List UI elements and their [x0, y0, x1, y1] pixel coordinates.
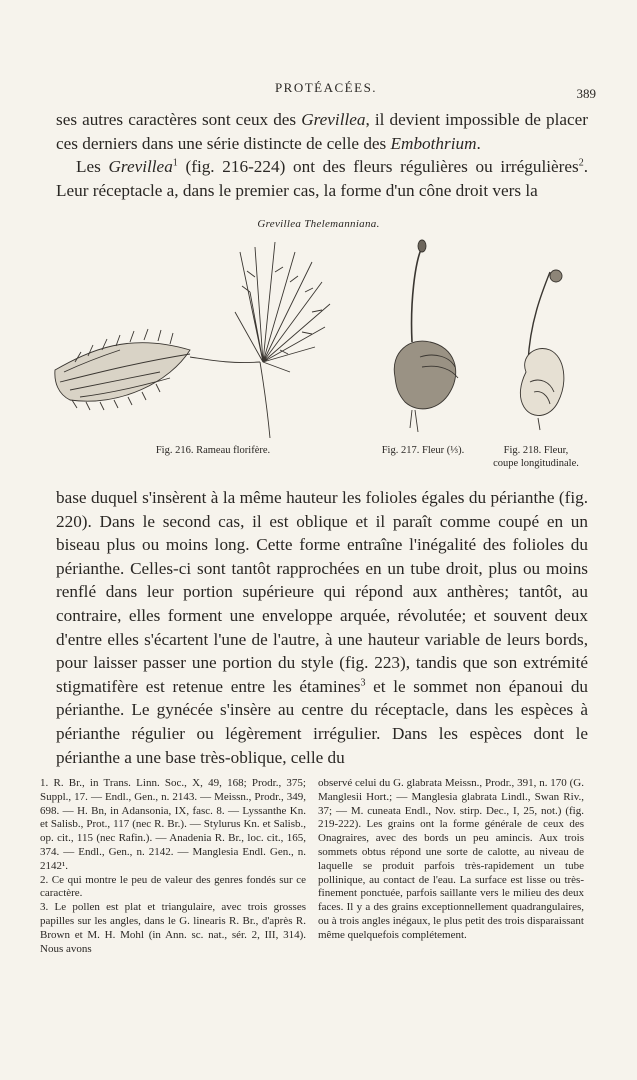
text-span: . Leur réceptacle a, dans le premier cas, la forme d'un cône droit vers la	[56, 157, 588, 200]
taxon-name: Grevillea	[301, 110, 366, 129]
footnote-3-continued: observé celui du G. glabrata Meissn., Prodr., 391, n. 170 (G. Manglesii Hort.; — Manglesia glabrata Lindl., Swan Riv., 37; — M. cuneata Endl., Nov. stirp. Dec., I, 25, not.) (fig. 219-222). Les grains ont la forme générale de ceux des Onagraires, avec des bords un peu amincis. Aux trois sommets obtus répond une sorte de calotte, au niveau de laquelle se produit parfois très-rapidement un tube pollinique, au contact de l'eau. La surface est lisse ou très-finement ponctuée, parfois saillante vers le milieu des deux faces. Il y a des grains exceptionnellement quadrangulaires, ou à trois angles inégaux, le plus petit des trois disparaissant même quelquefois complétement.	[318, 777, 584, 941]
footnote-2: 2. Ce qui montre le peu de valeur des genres fondés sur ce caractère.	[40, 873, 306, 900]
taxon-name: Embothrium	[390, 133, 477, 153]
running-title: PROTÉACÉES.	[274, 80, 378, 95]
figure-illustration	[50, 232, 590, 442]
text-span: et le sommet non épanoui du périanthe. Le gynécée s'insère au centre du réceptacle, dans les espèces à périanthe régulier ou légèrement irrégulier. Dans les espèces dont le périanthe a une base très-oblique, celle du	[56, 676, 589, 767]
footnote-1: 1. R. Br., in Trans. Linn. Soc., X, 49, 168; Prodr., 375; Suppl., 17. — Endl., Gen., n. 2143. — Meissn., Prodr., 349, 698. — H. Bn, in Adansonia, IX, fasc. 8. — Lyssanthe Kn. et Salisb., Prot., 117 (nec R. Br.). — Stylurus Kn. et Salisb., op. cit., 115 (nec Rafin.). — Anadenia R. Br., loc. cit., 165, 374. — Endl., Gen., n. 2142. — Manglesia Endl. Gen., n. 2142¹.	[40, 777, 306, 872]
taxon-name: Grevillea	[108, 157, 173, 177]
footnotes-right-column	[318, 777, 584, 943]
text-span: , il devient impossible de placer ces derniers dans une série distincte de celle des	[56, 110, 588, 153]
body-text-top	[56, 108, 588, 202]
text-span: .	[476, 133, 481, 153]
footnote-3: 3. Le pollen est plat et triangulaire, avec trois grosses papilles sur les angles, dans le G. linearis R. Br., d'après R. Brown et M. H. Mohl (in Ann. sc. nat., sér. 2, III, 314). Nous avons	[40, 901, 306, 955]
botanical-engraving	[50, 232, 590, 442]
page-number: 389	[576, 86, 596, 101]
figure-216-caption: Fig. 216. Rameau florifère.	[155, 445, 271, 456]
flower-section-drawing	[520, 270, 563, 430]
text-span: (fig. 216-224) ont des fleurs régulières ou irrégulières	[177, 157, 579, 177]
figure-title: Grevillea Thelemanniana.	[257, 218, 380, 230]
body-text-main	[56, 486, 588, 769]
footnotes-left-column	[40, 777, 306, 956]
footnote-ref: 2	[578, 157, 584, 169]
figure-218-caption	[486, 444, 586, 470]
running-header	[56, 78, 596, 100]
figure-218-caption-line1: Fig. 218. Fleur,	[503, 445, 569, 456]
footnote-ref: 3	[360, 677, 366, 689]
footnote-ref: 1	[172, 157, 178, 169]
text-span: base duquel s'insèrent à la même hauteur les folioles égales du périanthe (fig. 220). Dans le second cas, il est oblique et il paraît comme coupé en un biseau plus ou moins long. Cette forme entraîne l'inégalité des folioles du périanthe. Celles-ci sont tantôt rapprochées en un tube droit, plus ou moins renflé dans leur portion supérieure qui répond aux anthères; tantôt, au contraire, elles forment une enveloppe arquée, révolutée; et souvent deux d'entre elles s'écartent l'une de l'autre, à une hauteur variable de leurs bords, pour laisser passer une portion du style (fig. 223), tandis que son extrémité stigmatifère est retenue entre les étamines	[56, 488, 588, 696]
text-span: Les	[76, 157, 109, 177]
figure-217-caption: Fig. 217. Fleur (⅓).	[381, 445, 465, 456]
figure-218-caption-line2: coupe longitudinale.	[493, 458, 579, 469]
branch-drawing	[55, 242, 330, 438]
text-span: ses autres caractères sont ceux des	[56, 110, 302, 129]
flower-drawing	[394, 240, 458, 432]
